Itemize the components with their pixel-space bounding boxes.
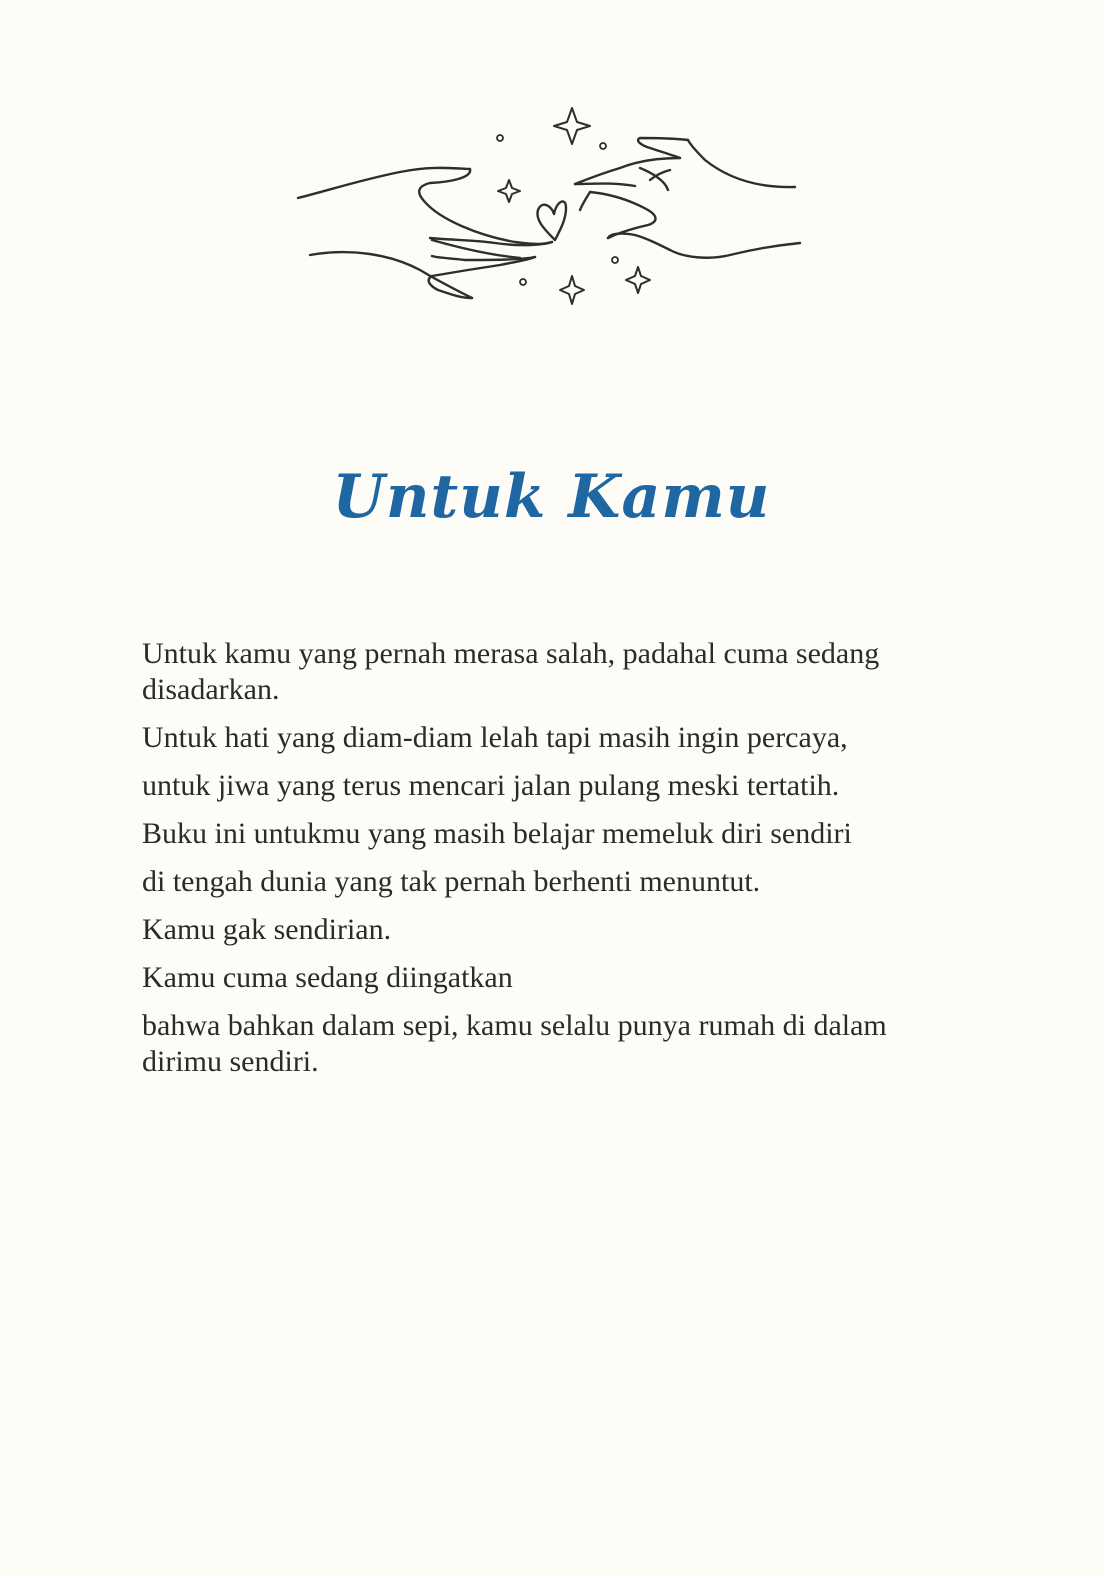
paragraph: Kamu gak sendirian. [142, 913, 392, 946]
paragraph: Untuk kamu yang pernah merasa salah, padahal cuma sedang disadarkan. [142, 637, 880, 706]
page-title: Untuk Kamu [332, 462, 771, 532]
paragraph: Buku ini untukmu yang masih belajar memeluk diri sendiri [142, 817, 852, 850]
paragraph: bahwa bahkan dalam sepi, kamu selalu punya rumah di dalam dirimu sendiri. [142, 1009, 887, 1078]
paragraph: Untuk hati yang diam-diam lelah tapi masih ingin percaya, [142, 721, 848, 754]
dedication-text [142, 636, 972, 1092]
paragraph: di tengah dunia yang tak pernah berhenti menuntut. [142, 865, 761, 898]
paragraph: Kamu cuma sedang diingatkan [142, 961, 513, 994]
reaching-hands-heart-icon [290, 100, 810, 315]
paragraph: untuk jiwa yang terus mencari jalan pulang meski tertatih. [142, 769, 840, 802]
